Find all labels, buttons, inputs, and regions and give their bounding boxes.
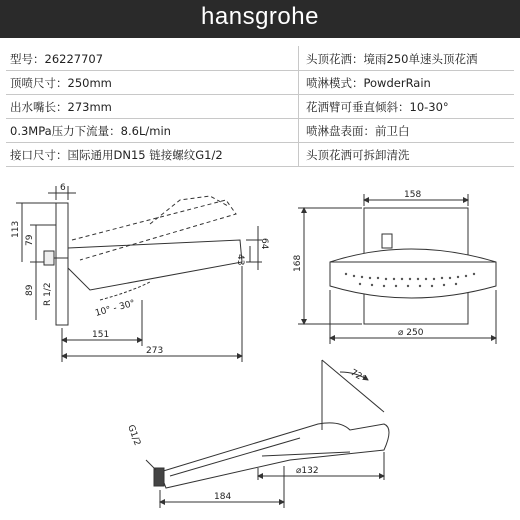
- spec-left: 型号：26227707: [10, 52, 104, 66]
- dim-113: 113: [11, 220, 21, 238]
- dim-158: 158: [404, 190, 422, 200]
- spec-left: 接口尺寸：国际通用DN15 链接螺纹G1/2: [10, 148, 223, 162]
- dim-r-half: R 1/2: [43, 282, 53, 306]
- dim-273: 273: [146, 346, 164, 356]
- dim-132: ⌀132: [296, 466, 319, 476]
- dim-168: 168: [293, 254, 303, 272]
- dim-64: 64: [259, 238, 269, 250]
- dim-89: 89: [25, 284, 35, 296]
- shower-head: [330, 249, 496, 298]
- dim-250: ⌀ 250: [398, 328, 424, 338]
- dim-151: 151: [92, 330, 110, 340]
- dim-g-half: G1/2: [125, 423, 142, 448]
- spec-left: 出水嘴长：273mm: [10, 100, 112, 114]
- shower-arm: [68, 240, 242, 290]
- dim-43: 43: [235, 254, 245, 266]
- mount-block: [382, 234, 392, 248]
- spec-right: 头顶花洒：境雨250单速头顶花洒: [306, 52, 478, 66]
- spec-right: 喷淋模式：PowderRain: [306, 76, 431, 90]
- dim-72: 72°: [348, 367, 368, 385]
- spec-left: 顶喷尺寸：250mm: [10, 76, 112, 90]
- dim-79: 79: [25, 234, 35, 246]
- brand-logo: hansgrohe: [201, 3, 319, 30]
- side-view-drawing: [16, 186, 262, 362]
- spec-right: 喷淋盘表面：前卫白: [306, 124, 410, 138]
- hose-connector: [154, 468, 164, 486]
- hand-shower-drawing: [146, 360, 389, 508]
- connector: [44, 251, 54, 265]
- dim-angle: 10° - 30°: [94, 298, 137, 319]
- dim-184: 184: [214, 492, 232, 502]
- front-view-drawing: [298, 194, 496, 344]
- shower-arm-tilted: [72, 200, 236, 260]
- wall-plate: [56, 203, 68, 325]
- dim-6: 6: [60, 183, 66, 193]
- spec-right: 花洒臂可垂直倾斜：10-30°: [306, 100, 449, 114]
- spec-left: 0.3MPa压力下流量：8.6L/min: [10, 124, 171, 138]
- spec-right: 头顶花洒可拆卸清洗: [306, 148, 410, 162]
